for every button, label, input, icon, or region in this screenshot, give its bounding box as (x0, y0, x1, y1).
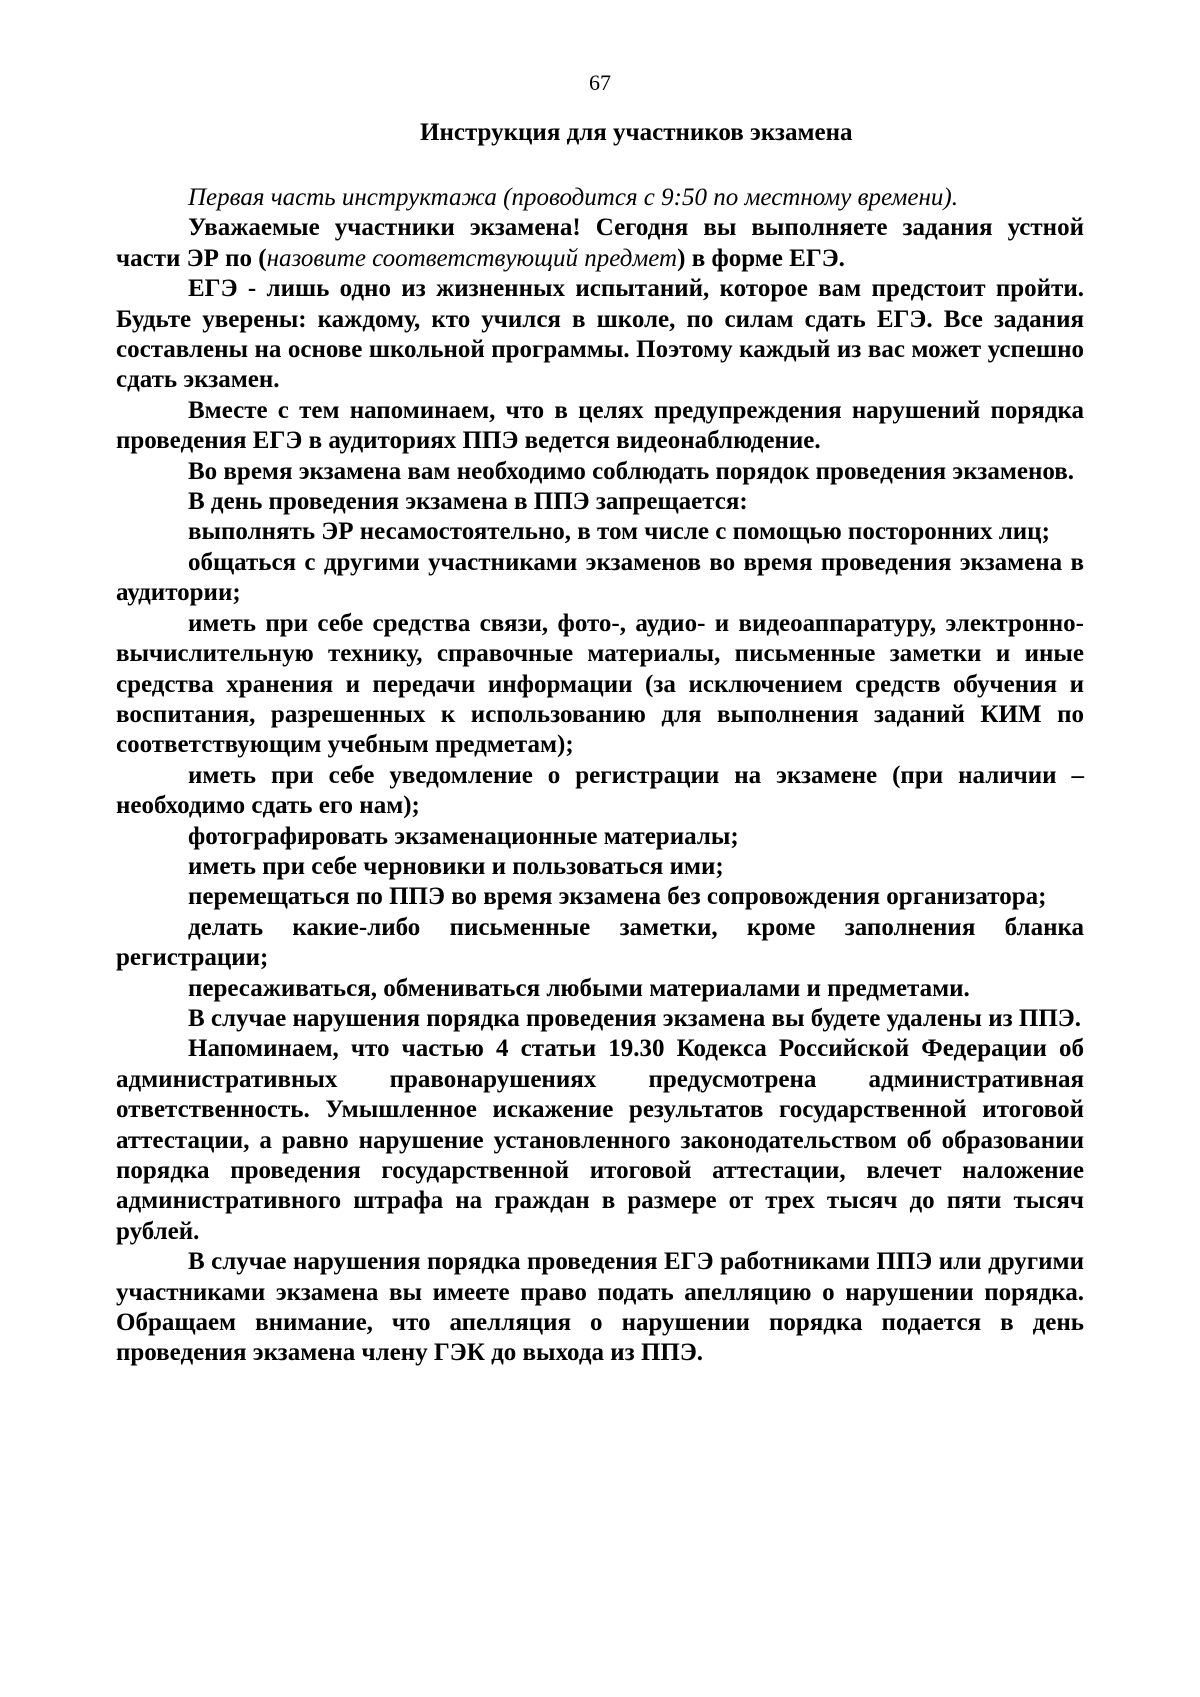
greeting-text-after: ) в форме ЕГЭ. (677, 244, 845, 272)
prohibited-item: фотографировать экзаменационные материалы; (188, 822, 739, 850)
greeting-text-before: Уважаемые участники экзамена! Сегодня вы выполняете задания устной части ЭР по ( (116, 214, 1084, 272)
prohibited-item: иметь при себе средства связи, фото-, аудио- и видеоаппаратуру, электронно-вычислительную технику, справочные материалы, письменные заметки и иные средства хранения и передачи информации (за исключением средств обучения и воспитания, разрешенных к использованию для выполнения заданий КИМ по соответствующим учебным предметам); (116, 609, 1084, 759)
paragraph-removal-warning: В случае нарушения порядка проведения экзамена вы будете удалены из ППЭ. (188, 1004, 1081, 1032)
prohibited-item: перемещаться по ППЭ во время экзамена без сопровождения организатора; (188, 883, 1047, 911)
document-title: Инструкция для участников экзамена (420, 119, 853, 146)
paragraph-rules-notice: Во время экзамена вам необходимо соблюдать порядок проведения экзаменов. (188, 457, 1075, 485)
greeting-subject-placeholder: назовите соответствующий предмет (266, 244, 678, 272)
document-body (116, 183, 1084, 1369)
prohibited-item: иметь при себе черновики и пользоваться ими; (188, 852, 724, 880)
paragraph-prohibited-heading: В день проведения экзамена в ППЭ запрещается: (188, 488, 748, 516)
prohibited-item: пересаживаться, обмениваться любыми материалами и предметами. (188, 974, 970, 1002)
paragraph-appeal: В случае нарушения порядка проведения ЕГЭ работниками ППЭ или другими участниками экзамена вы имеете право подать апелляцию о нарушении порядка. Обращаем внимание, что апелляция о нарушении порядка подается в день проведения экзамена члену ГЭК до выхода из ППЭ. (116, 1248, 1084, 1367)
prohibited-item: выполнять ЭР несамостоятельно, в том числе с помощью посторонних лиц; (188, 518, 1050, 546)
paragraph-ege-intro: ЕГЭ - лишь одно из жизненных испытаний, которое вам предстоит пройти. Будьте уверены: каждому, кто учился в школе, по силам сдать ЕГЭ. Все задания составлены на основе школьной программы. Поэтому каждый из вас может успешно сдать экзамен. (116, 275, 1084, 394)
intro-paragraph: Первая часть инструктажа (проводится с 9:50 по местному времени). (188, 184, 958, 211)
paragraph-video-surveillance: Вместе с тем напоминаем, что в целях предупреждения нарушений порядка проведения ЕГЭ в аудиториях ППЭ ведется видеонаблюдение. (116, 396, 1084, 455)
prohibited-item: общаться с другими участниками экзаменов во время проведения экзамена в аудитории; (116, 548, 1084, 607)
paragraph-legal-liability: Напоминаем, что частью 4 статьи 19.30 Кодекса Российской Федерации об административных правонарушениях предусмотрена административная ответственность. Умышленное искажение результатов государственной итоговой аттестации, а равно нарушение установленного законодательством об образовании порядка проведения государственной итоговой аттестации, влечет наложение административного штрафа на граждан в размере от трех тысяч до пяти тысяч рублей. (116, 1035, 1084, 1245)
prohibited-item: иметь при себе уведомление о регистрации на экзамене (при наличии – необходимо сдать его нам); (116, 761, 1084, 820)
greeting-paragraph (116, 213, 1084, 274)
page-number: 67 (589, 70, 611, 95)
prohibited-item: делать какие-либо письменные заметки, кроме заполнения бланка регистрации; (116, 913, 1084, 972)
